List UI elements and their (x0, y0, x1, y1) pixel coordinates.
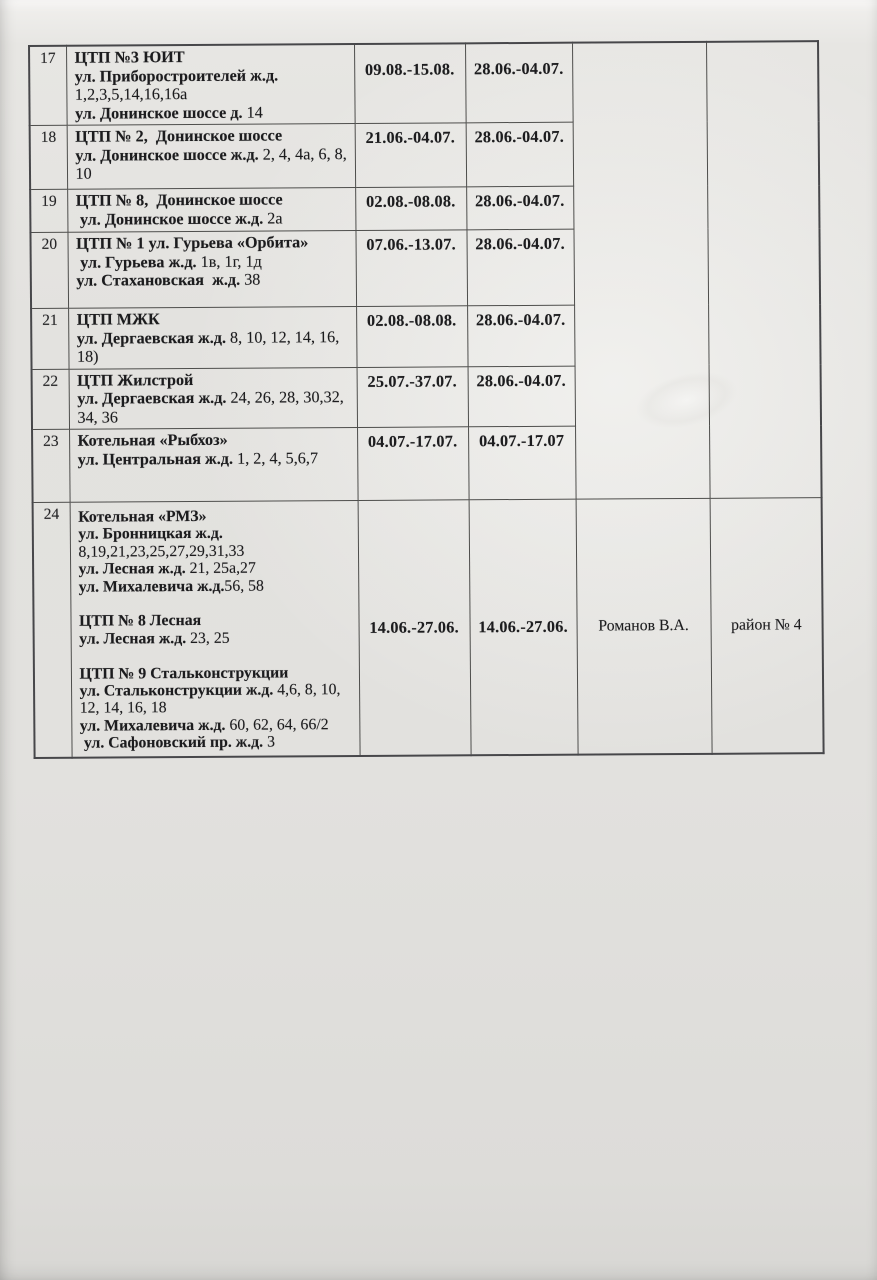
facility-address-cell (70, 500, 360, 757)
address-line (78, 524, 353, 543)
address-line-plain-text: 12, 14, 16, 18 (79, 699, 167, 718)
address-line-bold-text: ЦТП № 8 Лесная (78, 612, 202, 631)
responsible-person-cell: Романов В.А. (576, 498, 712, 754)
schedule-table-body (29, 41, 824, 757)
row-number-cell: 22 (32, 369, 69, 430)
row-number-cell: 18 (30, 125, 68, 189)
address-line (77, 328, 352, 348)
address-line-bold-text: ул. Бронницкая ж.д. (78, 525, 223, 544)
date-column-2-cell: 14.06.-27.06. (469, 499, 578, 755)
address-line-plain-text: 10 (75, 164, 92, 183)
date-column-1-cell: 14.06.-27.06. (358, 500, 471, 756)
address-line-bold-text: ЦТП № 1 ул. Гурьева «Орбита» (75, 233, 309, 253)
address-line-plain-text: 24, 26, 28, 30,32, (226, 388, 344, 407)
address-line (75, 103, 350, 123)
address-line (79, 559, 354, 578)
facility-address-cell (69, 427, 358, 502)
schedule-table (28, 40, 825, 758)
address-line-bold-text: Котельная «РМЗ» (78, 507, 207, 526)
address-line (78, 507, 353, 526)
address-line (76, 233, 351, 253)
address-line (75, 126, 350, 146)
address-line (77, 346, 352, 366)
facility-address-cell (67, 230, 356, 308)
address-line (77, 370, 352, 390)
address-line-bold-text: ул. Лесная ж.д. (78, 560, 186, 578)
address-line-plain-text: 34, 36 (77, 407, 118, 427)
date-column-1-cell: 25.07.-37.07. (357, 366, 468, 427)
address-line (79, 577, 354, 596)
date-column-1-cell: 07.06.-13.07. (355, 230, 467, 307)
address-line (77, 388, 352, 408)
address-line (79, 664, 354, 683)
row-number-cell: 17 (29, 46, 67, 126)
address-line (79, 611, 354, 630)
address-line-bold-text: ул. Сафоновский пр. ж.д. (79, 733, 264, 752)
address-line (79, 594, 354, 613)
address-line-plain-text: 56, 58 (224, 577, 264, 595)
address-line (79, 646, 354, 665)
address-line-plain-text: 18) (76, 347, 99, 366)
address-line-plain-text: 4,6, 8, 10, (273, 681, 341, 699)
address-line-bold-text: ул. Приборостроителей ж.д. (74, 65, 279, 86)
facility-address-cell (68, 306, 356, 368)
responsible-person-cell-empty (572, 42, 710, 499)
district-cell-empty (706, 41, 822, 498)
address-line (76, 209, 351, 229)
address-line (78, 449, 353, 469)
row-number-cell: 20 (30, 232, 68, 308)
address-line (80, 733, 355, 752)
address-line-bold-text: ул. Центральная ж.д. (77, 449, 234, 469)
address-line-plain-text: 8,19,21,23,25,27,29,31,33 (78, 542, 245, 561)
address-line-plain-text: 2, 4, 4а, 6, 8, (258, 144, 347, 164)
address-line-bold-text: ул. Донинское шоссе д. (74, 103, 243, 123)
table-row (29, 41, 819, 125)
address-line-bold-text: ул. Дергаевская ж.д. (76, 328, 227, 348)
address-line (79, 629, 354, 648)
address-line-bold-text: ул. Дергаевская ж.д. (77, 388, 227, 408)
district-cell: район № 4 (710, 498, 824, 754)
address-line-plain-text: 8, 10, 12, 14, 16, (225, 327, 340, 347)
address-line-bold-text: ЦТП №3 ЮИТ (74, 48, 185, 67)
table-row (33, 498, 824, 758)
address-line (76, 270, 351, 290)
address-line (78, 542, 353, 561)
address-line-plain-text: 23, 25 (186, 629, 230, 647)
date-column-1-cell: 21.06.-04.07. (355, 123, 467, 188)
row-number-cell: 19 (30, 189, 67, 232)
date-column-1-cell: 02.08.-08.08. (356, 306, 467, 367)
address-line-plain-text: 38 (240, 270, 261, 289)
address-line (78, 430, 353, 450)
address-line-bold-text: ул. Михалевича ж.д. (78, 577, 225, 596)
date-column-1-cell: 04.07.-17.07. (357, 427, 469, 501)
date-column-2-cell: 28.06.-04.07. (467, 305, 574, 366)
date-column-1-cell: 02.08.-08.08. (355, 187, 466, 231)
address-line-bold-text: ул. Стахановская ж.д. (76, 270, 241, 290)
date-column-2-cell: 28.06.-04.07. (466, 122, 574, 187)
address-line (75, 163, 350, 183)
schedule-table-wrap (28, 40, 825, 758)
date-column-2-cell: 28.06.-04.07. (466, 229, 574, 306)
address-line (75, 66, 350, 86)
date-column-2-cell: 28.06.-04.07. (468, 366, 575, 427)
address-line-plain-text: 21, 25а,27 (185, 559, 256, 578)
facility-address-cell (69, 367, 357, 429)
address-line-bold-text: ЦТП № 8, Донинское шоссе (75, 190, 283, 210)
address-line-bold-text: ул. Гурьева ж.д. (76, 252, 197, 272)
address-line-bold-text: ЦТП Жилстрой (77, 370, 194, 390)
address-line (80, 716, 355, 735)
address-line-plain-text: 3 (263, 733, 276, 751)
address-line (75, 47, 350, 67)
date-column-2-cell: 04.07.-17.07 (468, 426, 576, 500)
date-column-2-cell: 28.06.-04.07. (465, 43, 573, 123)
address-line (77, 407, 352, 427)
address-line-bold-text: ул. Донинское шоссе ж.д. (75, 145, 259, 165)
date-column-1-cell: 09.08.-15.08. (354, 43, 466, 123)
facility-address-cell (67, 124, 356, 190)
address-line-plain-text: 1,2,3,5,14,16,16а (74, 85, 188, 104)
address-line-bold-text: ул. Лесная ж.д. (79, 629, 187, 648)
address-line (77, 309, 352, 329)
address-line (76, 252, 351, 272)
address-line (76, 190, 351, 210)
date-column-2-cell: 28.06.-04.07. (466, 186, 573, 230)
row-number-cell: 23 (32, 429, 70, 502)
address-line-bold-text: ул. Стальконструкции ж.д. (79, 681, 274, 700)
address-line-bold-text: ул. Михалевича ж.д. (79, 716, 226, 735)
address-line (75, 145, 350, 165)
address-line-bold-text: ЦТП МЖК (76, 310, 160, 329)
address-line-plain-text: 1, 2, 4, 5,6,7 (232, 448, 319, 468)
row-number-cell: 24 (33, 502, 72, 757)
address-line-bold-text: ЦТП № 2, Донинское шоссе (75, 126, 283, 146)
address-line (80, 681, 355, 700)
facility-address-cell (67, 188, 355, 233)
address-line-bold-text: Котельная «Рыбхоз» (77, 430, 228, 450)
address-line-plain-text: 2а (263, 208, 283, 228)
address-line (75, 84, 350, 104)
address-line (80, 698, 355, 717)
row-number-cell: 21 (31, 308, 68, 369)
address-line-bold-text: ул. Донинское шоссе ж.д. (75, 209, 264, 229)
address-line-plain-text: 14 (242, 103, 263, 122)
address-line-bold-text: ЦТП № 9 Стальконструкции (79, 664, 289, 683)
address-line-plain-text: 1в, 1г, 1д (196, 252, 262, 271)
facility-address-cell (66, 44, 355, 125)
address-line-plain-text: 60, 62, 64, 66/2 (225, 716, 329, 734)
